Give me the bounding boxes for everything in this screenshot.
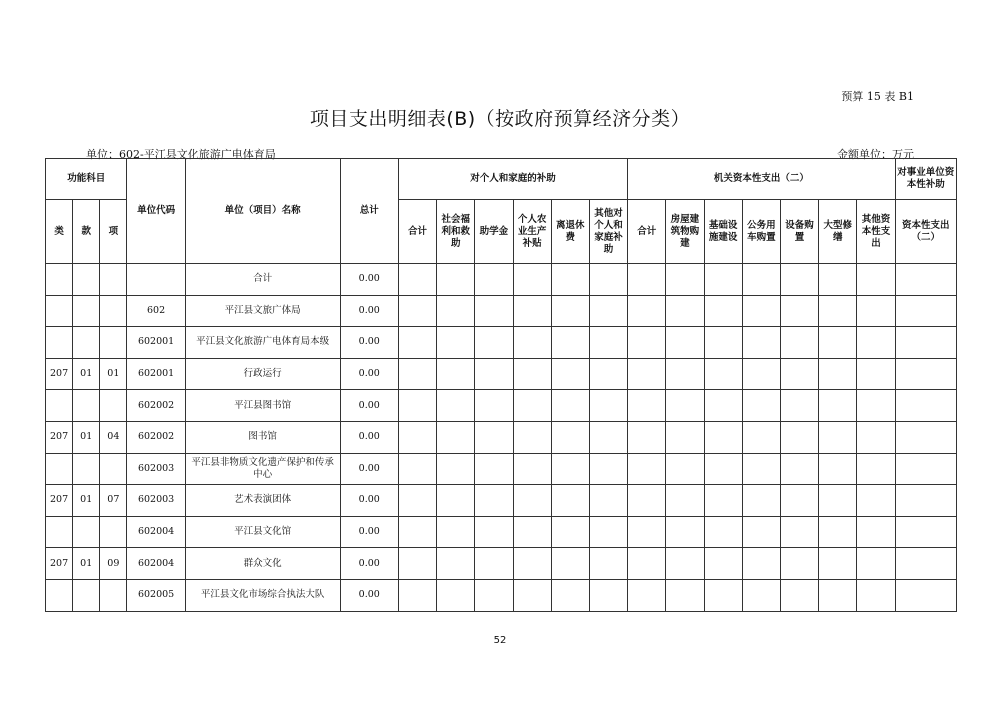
- cell-empty: [589, 485, 627, 517]
- cell-name: 平江县文化旅游广电体育局本级: [185, 327, 340, 359]
- cell-empty: [704, 295, 742, 327]
- cell-empty: [513, 295, 551, 327]
- cell-kuan: [73, 264, 100, 296]
- cell-empty: [895, 295, 956, 327]
- cell-total: 0.00: [340, 485, 398, 517]
- cell-empty: [398, 358, 436, 390]
- cell-empty: [475, 295, 513, 327]
- capital-col-4: 设备购置: [780, 200, 818, 264]
- unit-label: 单位：602-平江县文化旅游广电体育局: [86, 148, 276, 161]
- table-row: [46, 548, 957, 580]
- cell-empty: [895, 548, 956, 580]
- capital-col-0: 合计: [628, 200, 666, 264]
- header-group-capital: 机关资本性支出（二）: [628, 159, 895, 200]
- cell-empty: [437, 358, 475, 390]
- cell-empty: [437, 295, 475, 327]
- cell-empty: [398, 295, 436, 327]
- cell-empty: [704, 264, 742, 296]
- cell-empty: [819, 421, 857, 453]
- cell-empty: [437, 264, 475, 296]
- cell-xiang: [100, 579, 127, 611]
- cell-empty: [398, 453, 436, 485]
- cell-code: 602004: [127, 516, 185, 548]
- cell-empty: [780, 548, 818, 580]
- cell-empty: [819, 548, 857, 580]
- cell-code: 602: [127, 295, 185, 327]
- cell-empty: [819, 358, 857, 390]
- cell-empty: [589, 264, 627, 296]
- cell-xiang: [100, 516, 127, 548]
- capital-col-3: 公务用车购置: [742, 200, 780, 264]
- cell-empty: [475, 548, 513, 580]
- cell-total: 0.00: [340, 327, 398, 359]
- cell-empty: [513, 358, 551, 390]
- cell-empty: [780, 516, 818, 548]
- cell-code: 602002: [127, 390, 185, 422]
- cell-empty: [780, 327, 818, 359]
- cell-empty: [628, 390, 666, 422]
- capital-col-1: 房屋建筑物购建: [666, 200, 704, 264]
- cell-empty: [895, 358, 956, 390]
- cell-empty: [780, 295, 818, 327]
- cell-code: 602001: [127, 327, 185, 359]
- cell-name: 艺术表演团体: [185, 485, 340, 517]
- personal-col-3: 个人农业生产补贴: [513, 200, 551, 264]
- cell-empty: [857, 264, 895, 296]
- cell-empty: [857, 453, 895, 485]
- cell-xiang: [100, 295, 127, 327]
- cell-empty: [551, 485, 589, 517]
- cell-empty: [666, 421, 704, 453]
- cell-empty: [704, 579, 742, 611]
- cell-empty: [628, 548, 666, 580]
- cell-empty: [628, 421, 666, 453]
- cell-lei: [46, 516, 73, 548]
- cell-empty: [628, 516, 666, 548]
- cell-empty: [437, 516, 475, 548]
- institution-col-0: 资本性支出（二）: [895, 200, 956, 264]
- cell-empty: [704, 453, 742, 485]
- cell-kuan: [73, 327, 100, 359]
- cell-empty: [513, 485, 551, 517]
- page-title: 项目支出明细表(B)（按政府预算经济分类）: [309, 108, 691, 130]
- cell-name: 合计: [185, 264, 340, 296]
- cell-total: 0.00: [340, 453, 398, 485]
- cell-total: 0.00: [340, 516, 398, 548]
- table-row: [46, 264, 957, 296]
- cell-empty: [398, 485, 436, 517]
- cell-empty: [666, 453, 704, 485]
- cell-empty: [742, 421, 780, 453]
- cell-empty: [398, 390, 436, 422]
- cell-empty: [742, 264, 780, 296]
- cell-kuan: 01: [73, 485, 100, 517]
- cell-empty: [437, 390, 475, 422]
- header-unit-code: 单位代码: [127, 159, 185, 264]
- cell-empty: [589, 516, 627, 548]
- cell-empty: [475, 421, 513, 453]
- header-kuan: 款: [73, 200, 100, 264]
- cell-empty: [551, 358, 589, 390]
- cell-name: 图书馆: [185, 421, 340, 453]
- cell-code: 602001: [127, 358, 185, 390]
- cell-empty: [475, 264, 513, 296]
- cell-empty: [742, 579, 780, 611]
- cell-empty: [513, 264, 551, 296]
- cell-empty: [780, 390, 818, 422]
- cell-xiang: 01: [100, 358, 127, 390]
- cell-kuan: 01: [73, 358, 100, 390]
- cell-empty: [742, 548, 780, 580]
- cell-code: 602005: [127, 579, 185, 611]
- cell-total: 0.00: [340, 264, 398, 296]
- form-code: 预算 15 表 B1: [841, 90, 914, 103]
- cell-total: 0.00: [340, 295, 398, 327]
- cell-name: 群众文化: [185, 548, 340, 580]
- cell-empty: [437, 327, 475, 359]
- cell-lei: [46, 264, 73, 296]
- cell-empty: [551, 264, 589, 296]
- cell-empty: [551, 579, 589, 611]
- cell-code: 602003: [127, 453, 185, 485]
- capital-col-2: 基础设施建设: [704, 200, 742, 264]
- personal-col-2: 助学金: [475, 200, 513, 264]
- cell-empty: [475, 579, 513, 611]
- cell-empty: [742, 327, 780, 359]
- cell-lei: 207: [46, 421, 73, 453]
- cell-empty: [475, 453, 513, 485]
- cell-empty: [895, 453, 956, 485]
- cell-empty: [513, 579, 551, 611]
- cell-empty: [628, 485, 666, 517]
- cell-empty: [551, 327, 589, 359]
- cell-name: 行政运行: [185, 358, 340, 390]
- cell-empty: [857, 548, 895, 580]
- cell-empty: [551, 453, 589, 485]
- cell-empty: [704, 548, 742, 580]
- cell-empty: [398, 548, 436, 580]
- cell-empty: [513, 421, 551, 453]
- header-group-institution: 对事业单位资本性补助: [895, 159, 956, 200]
- personal-col-4: 离退休费: [551, 200, 589, 264]
- cell-lei: 207: [46, 485, 73, 517]
- cell-empty: [437, 421, 475, 453]
- cell-empty: [666, 485, 704, 517]
- cell-empty: [742, 516, 780, 548]
- cell-empty: [704, 516, 742, 548]
- cell-code: 602003: [127, 485, 185, 517]
- cell-empty: [666, 264, 704, 296]
- cell-code: 602004: [127, 548, 185, 580]
- cell-empty: [819, 327, 857, 359]
- cell-empty: [819, 485, 857, 517]
- table-row: [46, 516, 957, 548]
- cell-code: 602002: [127, 421, 185, 453]
- cell-empty: [704, 358, 742, 390]
- personal-col-5: 其他对个人和家庭补助: [589, 200, 627, 264]
- cell-lei: [46, 390, 73, 422]
- cell-empty: [513, 327, 551, 359]
- cell-empty: [628, 264, 666, 296]
- cell-name: 平江县文旅广体局: [185, 295, 340, 327]
- table-row: [46, 295, 957, 327]
- cell-empty: [589, 579, 627, 611]
- cell-empty: [895, 421, 956, 453]
- cell-kuan: [73, 453, 100, 485]
- cell-empty: [666, 548, 704, 580]
- cell-empty: [780, 453, 818, 485]
- cell-lei: [46, 295, 73, 327]
- cell-empty: [895, 579, 956, 611]
- cell-empty: [780, 421, 818, 453]
- cell-empty: [475, 516, 513, 548]
- cell-empty: [704, 327, 742, 359]
- header-group-personal: 对个人和家庭的补助: [398, 159, 627, 200]
- cell-total: 0.00: [340, 548, 398, 580]
- cell-empty: [551, 295, 589, 327]
- table-row: [46, 421, 957, 453]
- cell-empty: [551, 390, 589, 422]
- cell-empty: [513, 390, 551, 422]
- cell-empty: [819, 264, 857, 296]
- cell-empty: [857, 327, 895, 359]
- cell-xiang: 04: [100, 421, 127, 453]
- cell-empty: [742, 390, 780, 422]
- cell-empty: [398, 421, 436, 453]
- cell-empty: [589, 358, 627, 390]
- cell-kuan: [73, 390, 100, 422]
- cell-empty: [742, 485, 780, 517]
- cell-empty: [666, 579, 704, 611]
- personal-col-0: 合计: [398, 200, 436, 264]
- cell-xiang: 09: [100, 548, 127, 580]
- cell-empty: [704, 390, 742, 422]
- header-func-subject: 功能科目: [46, 159, 127, 200]
- cell-lei: 207: [46, 548, 73, 580]
- cell-empty: [895, 264, 956, 296]
- cell-empty: [398, 516, 436, 548]
- cell-empty: [398, 579, 436, 611]
- cell-empty: [551, 516, 589, 548]
- cell-lei: 207: [46, 358, 73, 390]
- cell-empty: [666, 516, 704, 548]
- cell-empty: [780, 358, 818, 390]
- cell-xiang: [100, 390, 127, 422]
- cell-empty: [780, 579, 818, 611]
- cell-empty: [513, 453, 551, 485]
- cell-empty: [857, 421, 895, 453]
- header-lei: 类: [46, 200, 73, 264]
- cell-kuan: [73, 579, 100, 611]
- cell-empty: [475, 358, 513, 390]
- cell-empty: [895, 390, 956, 422]
- cell-empty: [628, 579, 666, 611]
- cell-empty: [780, 264, 818, 296]
- cell-empty: [628, 327, 666, 359]
- cell-xiang: 07: [100, 485, 127, 517]
- cell-name: 平江县非物质文化遗产保护和传承中心: [185, 453, 340, 485]
- cell-empty: [666, 358, 704, 390]
- cell-empty: [589, 548, 627, 580]
- cell-empty: [666, 327, 704, 359]
- cell-empty: [475, 390, 513, 422]
- cell-empty: [551, 421, 589, 453]
- cell-empty: [857, 358, 895, 390]
- table-row: [46, 485, 957, 517]
- table-row: [46, 453, 957, 485]
- cell-empty: [628, 358, 666, 390]
- cell-total: 0.00: [340, 421, 398, 453]
- header-total: 总计: [340, 159, 398, 264]
- table-row: [46, 390, 957, 422]
- cell-empty: [819, 579, 857, 611]
- cell-empty: [895, 516, 956, 548]
- cell-empty: [819, 453, 857, 485]
- cell-code: [127, 264, 185, 296]
- cell-empty: [666, 390, 704, 422]
- cell-empty: [398, 327, 436, 359]
- cell-lei: [46, 327, 73, 359]
- cell-empty: [895, 485, 956, 517]
- cell-empty: [513, 516, 551, 548]
- cell-name: 平江县文化馆: [185, 516, 340, 548]
- cell-empty: [895, 327, 956, 359]
- cell-lei: [46, 579, 73, 611]
- cell-total: 0.00: [340, 390, 398, 422]
- cell-total: 0.00: [340, 579, 398, 611]
- cell-empty: [398, 264, 436, 296]
- cell-empty: [704, 421, 742, 453]
- cell-empty: [589, 327, 627, 359]
- cell-empty: [857, 516, 895, 548]
- cell-empty: [475, 327, 513, 359]
- cell-name: 平江县图书馆: [185, 390, 340, 422]
- cell-empty: [819, 516, 857, 548]
- cell-empty: [437, 548, 475, 580]
- header-xiang: 项: [100, 200, 127, 264]
- capital-col-5: 大型修缮: [819, 200, 857, 264]
- cell-empty: [742, 453, 780, 485]
- cell-empty: [513, 548, 551, 580]
- cell-empty: [857, 579, 895, 611]
- budget-table: [45, 158, 957, 612]
- cell-kuan: 01: [73, 548, 100, 580]
- cell-empty: [704, 485, 742, 517]
- cell-empty: [589, 295, 627, 327]
- header-unit-name: 单位（项目）名称: [185, 159, 340, 264]
- cell-kuan: 01: [73, 421, 100, 453]
- page-number: 52: [493, 635, 507, 646]
- table-row: [46, 327, 957, 359]
- table-row: [46, 579, 957, 611]
- cell-empty: [437, 453, 475, 485]
- cell-empty: [819, 295, 857, 327]
- cell-empty: [437, 579, 475, 611]
- cell-kuan: [73, 516, 100, 548]
- cell-empty: [857, 485, 895, 517]
- cell-kuan: [73, 295, 100, 327]
- cell-empty: [589, 390, 627, 422]
- cell-empty: [437, 485, 475, 517]
- personal-col-1: 社会福利和救助: [437, 200, 475, 264]
- cell-empty: [589, 453, 627, 485]
- cell-lei: [46, 453, 73, 485]
- cell-xiang: [100, 264, 127, 296]
- cell-empty: [475, 485, 513, 517]
- cell-empty: [551, 548, 589, 580]
- cell-empty: [742, 358, 780, 390]
- cell-empty: [628, 453, 666, 485]
- cell-empty: [666, 295, 704, 327]
- capital-col-6: 其他资本性支出: [857, 200, 895, 264]
- cell-total: 0.00: [340, 358, 398, 390]
- cell-empty: [780, 485, 818, 517]
- table-row: [46, 358, 957, 390]
- cell-xiang: [100, 327, 127, 359]
- cell-empty: [857, 390, 895, 422]
- amount-unit-label: 金额单位：万元: [837, 148, 914, 161]
- cell-empty: [819, 390, 857, 422]
- cell-xiang: [100, 453, 127, 485]
- cell-name: 平江县文化市场综合执法大队: [185, 579, 340, 611]
- cell-empty: [628, 295, 666, 327]
- cell-empty: [857, 295, 895, 327]
- cell-empty: [589, 421, 627, 453]
- cell-empty: [742, 295, 780, 327]
